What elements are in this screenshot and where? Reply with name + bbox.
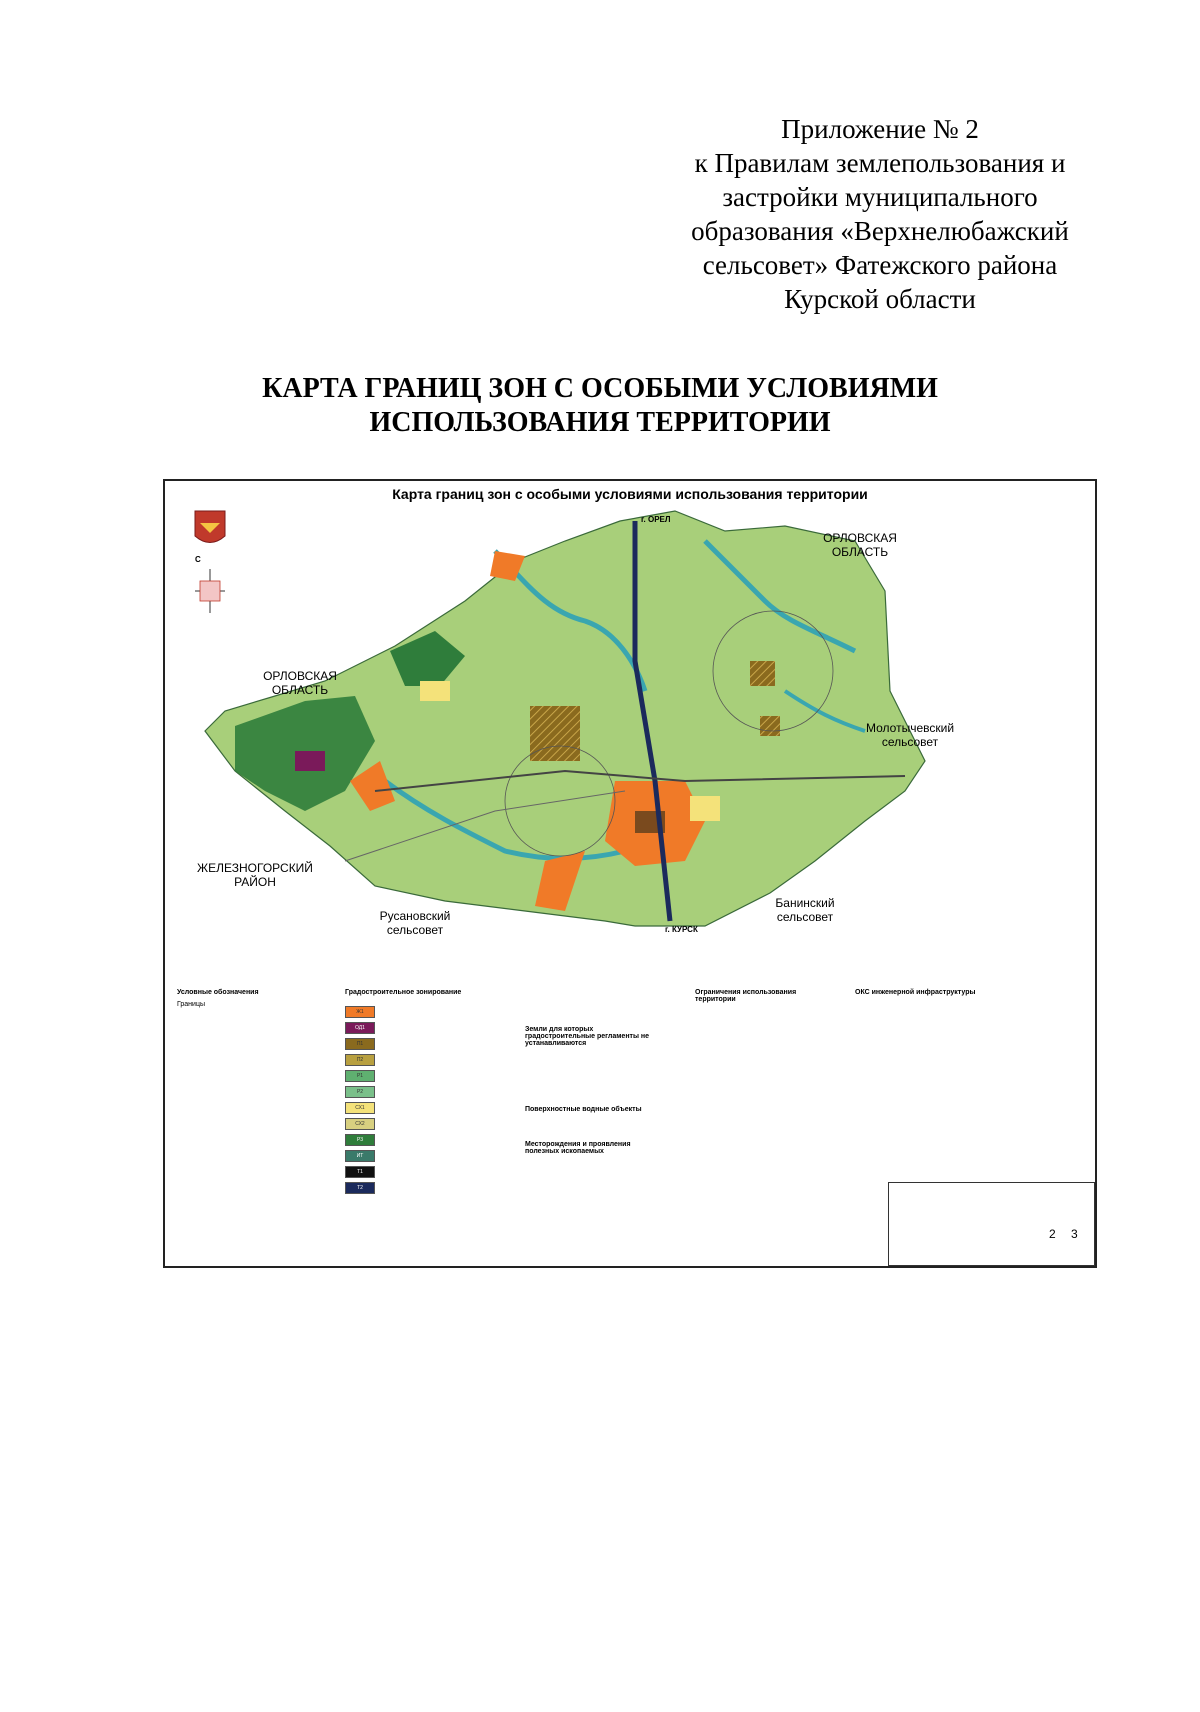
legend-zone-item bbox=[345, 1166, 379, 1178]
zone-swatch: П1 bbox=[345, 1038, 375, 1050]
legend-zone-item bbox=[345, 1102, 379, 1114]
map-title: Карта границ зон с особыми условиями использования территории bbox=[392, 486, 868, 502]
neighbor-label-baninsky bbox=[755, 896, 855, 924]
legend-subtitle-borders: Границы bbox=[177, 1001, 205, 1008]
neighbor-line: Банинский bbox=[775, 896, 835, 910]
yellow-zone-west bbox=[420, 681, 450, 701]
appendix-line: Курской области bbox=[784, 284, 976, 314]
zone-swatch: ОД1 bbox=[345, 1022, 375, 1034]
neighbor-line: сельсовет bbox=[776, 910, 834, 924]
legend-zone-item bbox=[345, 1054, 379, 1066]
compass-rose bbox=[195, 569, 225, 613]
direction-south-label: г. КУРСК bbox=[665, 925, 698, 934]
zone-swatch: СХ1 bbox=[345, 1102, 375, 1114]
title-block-stamp bbox=[888, 1182, 1095, 1266]
legend-restrictions-title: Ограничения использования территории bbox=[695, 989, 797, 1003]
legend-zone-item bbox=[345, 1038, 379, 1050]
legend-zoning-title: Градостроительное зонирование bbox=[345, 989, 462, 996]
legend-zone-item bbox=[345, 1134, 379, 1146]
zone-swatch: ИТ bbox=[345, 1150, 375, 1162]
production-hatched-area bbox=[760, 716, 780, 736]
zone-swatch: Р1 bbox=[345, 1070, 375, 1082]
zone-swatch: Р3 bbox=[345, 1134, 375, 1146]
neighbor-line: ЖЕЛЕЗНОГОРСКИЙ bbox=[197, 861, 313, 875]
legend-zone-item bbox=[345, 1118, 379, 1130]
public-zone-west bbox=[295, 751, 325, 771]
yellow-zone-center bbox=[690, 796, 720, 821]
legend-no-regulation-title: Земли для которых градостроительные регламенты не устанавливаются bbox=[525, 1026, 650, 1047]
neighbor-line: сельсовет bbox=[386, 923, 444, 937]
zone-swatch: СХ2 bbox=[345, 1118, 375, 1130]
appendix-line: застройки муниципального bbox=[722, 182, 1038, 212]
map-sheet bbox=[163, 479, 1097, 1268]
document-title-line-2: ИСПОЛЬЗОВАНИЯ ТЕРРИТОРИИ bbox=[369, 407, 831, 438]
zone-swatch: Т1 bbox=[345, 1166, 375, 1178]
document-title bbox=[150, 372, 1050, 440]
legend-title: Условные обозначения bbox=[177, 989, 259, 996]
neighbor-line: ОРЛОВСКАЯ bbox=[263, 669, 337, 683]
neighbor-line: ОРЛОВСКАЯ bbox=[823, 531, 897, 545]
neighbor-label-rusanovsky bbox=[365, 909, 465, 937]
direction-north-label: г. ОРЕЛ bbox=[641, 515, 671, 524]
appendix-header bbox=[640, 112, 1120, 316]
neighbor-line: Русановский bbox=[379, 909, 451, 923]
neighbor-line: ОБЛАСТЬ bbox=[831, 545, 889, 559]
document-title-line-1: КАРТА ГРАНИЦ ЗОН С ОСОБЫМИ УСЛОВИЯМИ bbox=[262, 373, 938, 404]
legend-minerals-title: Месторождения и проявления полезных ископаемых bbox=[525, 1141, 631, 1155]
legend-zone-item bbox=[345, 1150, 379, 1162]
neighbor-label-zheleznogorsky bbox=[190, 861, 320, 889]
compass-north-label: С bbox=[195, 555, 201, 564]
legend-zone-item bbox=[345, 1022, 379, 1034]
neighbor-line: РАЙОН bbox=[234, 875, 276, 889]
stamp-sheet-total: 3 bbox=[1071, 1227, 1078, 1241]
appendix-line: сельсовет» Фатежского района bbox=[702, 250, 1058, 280]
zone-swatch: Т2 bbox=[345, 1182, 375, 1194]
legend-zone-item bbox=[345, 1006, 379, 1018]
production-hatched-area bbox=[750, 661, 775, 686]
coat-of-arms bbox=[195, 511, 225, 543]
zone-swatch: Ж1 bbox=[345, 1006, 375, 1018]
appendix-line: образования «Верхнелюбажский bbox=[691, 216, 1069, 246]
legend-water-title: Поверхностные водные объекты bbox=[525, 1106, 642, 1113]
neighbor-label-orel-west bbox=[245, 669, 355, 697]
legend-engineering-title: ОКС инженерной инфраструктуры bbox=[855, 989, 976, 996]
neighbor-line: сельсовет bbox=[881, 735, 939, 749]
neighbor-line: Молотычевский bbox=[865, 721, 955, 735]
appendix-line: Приложение № 2 bbox=[781, 114, 979, 144]
zone-swatch: Р2 bbox=[345, 1086, 375, 1098]
appendix-line: к Правилам землепользования и bbox=[694, 148, 1066, 178]
neighbor-label-orel-northeast bbox=[805, 531, 915, 559]
legend-zone-item bbox=[345, 1070, 379, 1082]
stamp-sheet-number: 2 bbox=[1049, 1227, 1056, 1241]
production-hatched-area bbox=[530, 706, 580, 761]
legend-zone-item bbox=[345, 1086, 379, 1098]
neighbor-label-molotychevsky bbox=[855, 721, 965, 749]
zone-swatch: П2 bbox=[345, 1054, 375, 1066]
neighbor-line: ОБЛАСТЬ bbox=[271, 683, 329, 697]
legend-zone-item bbox=[345, 1182, 379, 1194]
